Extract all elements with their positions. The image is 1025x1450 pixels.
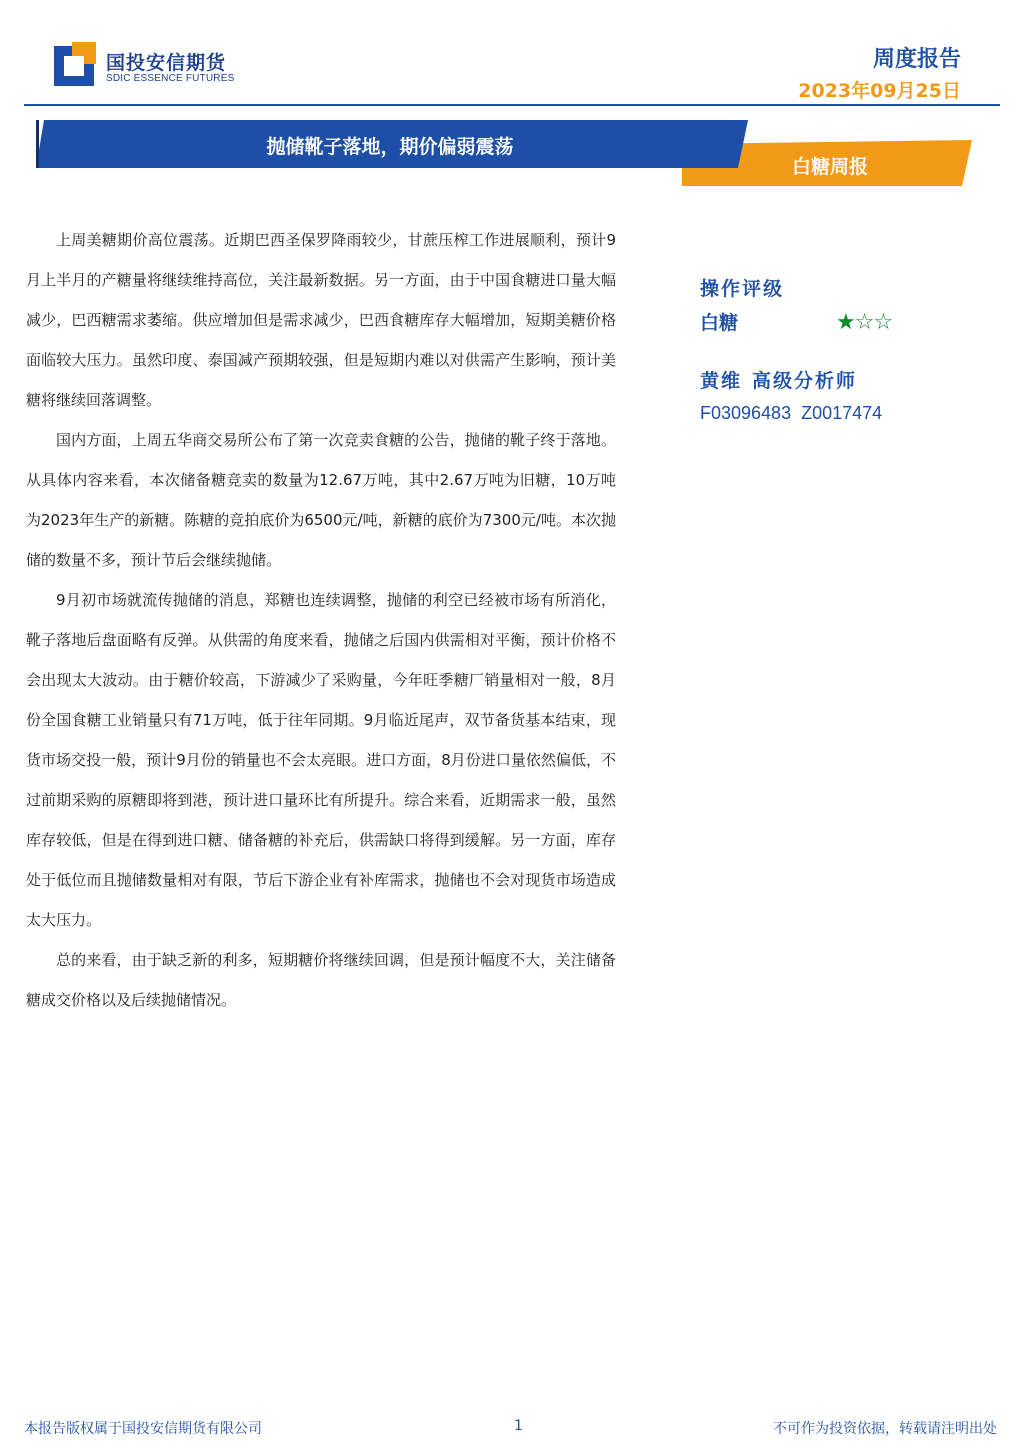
- report-type-title: 周度报告: [872, 47, 961, 72]
- report-headline: 抛储靴子落地，期价偏弱震荡: [266, 136, 514, 158]
- report-category-label: 白糖周报: [791, 156, 868, 178]
- footer-disclaimer: 不可作为投资依据，转载请注明出处: [773, 1421, 997, 1437]
- logo-text-cn: 国投安信期货: [106, 52, 227, 74]
- rating-heading: 操作评级: [700, 278, 785, 300]
- body-paragraph: 上周美糖期价高位震荡。近期巴西圣保罗降雨较少，甘蔗压榨工作进展顺利，预计9月上半月的产糖量将继续维持高位，关注最新数据。另一方面，由于中国食糖进口量大幅减少，巴西糖需求萎缩。供应增加但是需求减少，巴西食糖库存大幅增加，短期美糖价格面临较大压力。虽然印度、泰国减产预期较强，但是短期内难以对供需产生影响，预计美糖将继续回落调整。: [26, 231, 616, 409]
- rating-row: [700, 306, 990, 340]
- report-body: [26, 220, 616, 1020]
- footer-copyright: 本报告版权属于国投安信期货有限公司: [24, 1421, 262, 1437]
- body-paragraph: 9月初市场就流传抛储的消息，郑糖也连续调整，抛储的利空已经被市场有所消化，靴子落地后盘面略有反弹。从供需的角度来看，抛储之后国内供需相对平衡，预计价格不会出现太大波动。由于糖价较高，下游减少了采购量，今年旺季糖厂销量相对一般，8月份全国食糖工业销量只有71万吨，低于往年同期。9月临近尾声，双节备货基本结束，现货市场交投一般，预计9月份的销量也不会太亮眼。进口方面，8月份进口量依然偏低，不过前期采购的原糖即将到港，预计进口量环比有所提升。综合来看，近期需求一般，虽然库存较低，但是在得到进口糖、储备糖的补充后，供需缺口将得到缓解。另一方面，库存处于低位而且抛储数量相对有限，节后下游企业有补库需求，抛储也不会对现货市场造成太大压力。: [26, 591, 616, 929]
- rating-product: 白糖: [700, 312, 739, 334]
- analyst-licenses: [700, 398, 990, 428]
- analyst-title: 高级分析师: [752, 370, 858, 392]
- body-paragraph: 总的来看，由于缺乏新的利多，短期糖价将继续回调，但是预计幅度不大，关注储备糖成交价格以及后续抛储情况。: [26, 951, 616, 1009]
- page-footer: [24, 1418, 997, 1440]
- analyst-name: 黄维: [700, 370, 743, 392]
- report-date: 2023年09月25日: [798, 80, 961, 102]
- header-divider: [24, 104, 1000, 106]
- logo-text-en: SDIC ESSENCE FUTURES: [106, 73, 235, 84]
- star-rating-icon: ★☆☆: [836, 310, 893, 335]
- body-paragraph: 国内方面，上周五华商交易所公布了第一次竞卖食糖的公告，抛储的靴子终于落地。从具体内容来看，本次储备糖竞卖的数量为12.67万吨，其中2.67万吨为旧糖，10万吨为2023年生产的新糖。陈糖的竞拍底价为6500元/吨，新糖的底价为7300元/吨。本次抛储的数量不多，预计节后会继续抛储。: [26, 431, 616, 569]
- company-logo: [54, 42, 254, 90]
- page-number: 1: [514, 1418, 523, 1434]
- logo-mark-icon: [54, 42, 98, 86]
- license-number: F03096483: [700, 403, 792, 423]
- rating-sidebar: [700, 272, 990, 428]
- license-number: Z0017474: [801, 403, 883, 423]
- analyst-info: [700, 364, 990, 398]
